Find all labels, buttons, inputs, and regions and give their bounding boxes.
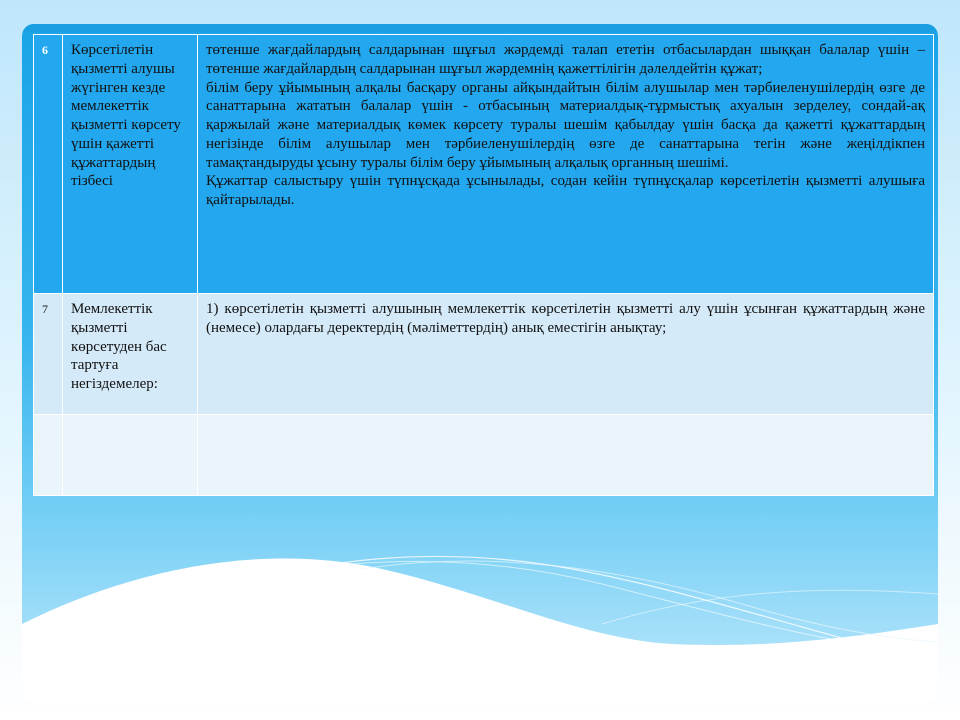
row-title: Мемлекеттік қызметті көрсетуден бас тартуға негіздемелер: bbox=[63, 294, 198, 415]
row-content bbox=[198, 35, 934, 294]
content-line: төтенше жағдайлардың салдарынан шұғыл жәрдемді талап ететін отбасылардан шыққан балалар үшін – төтенше жағдайлардың салдарынан шұғыл жәрдемнің қажеттілігін дәлелдейтін құжат; bbox=[206, 42, 925, 77]
row-number: 6 bbox=[34, 35, 63, 294]
content-line: білім беру ұйымының алқалы басқару органы айқындайтын білім алушылар мен тәрбиеленушілердің өзге де санаттарына жататын балалар үшін - отбасының материалдық-тұрмыстық ахуалын зерделеу, сондай-ақ қаржылай және материалдық көмек көрсету туралы шешім қабылдау үшін басқа да қажетті құжаттардың негізінде білім алушылар мен тәрбиеленушілердің өзге де санаттарына тегін және жеңілдікпен тамақтандыруды ұсыну туралы білім беру ұйымының алқалық органның шешімі. bbox=[206, 79, 925, 171]
row-number bbox=[34, 415, 63, 496]
row-content bbox=[198, 294, 934, 415]
row-number: 7 bbox=[34, 294, 63, 415]
content-line: 1) көрсетілетін қызметті алушының мемлекеттік көрсетілетін қызметті алу үшін ұсынған құжаттардың және (немесе) олардағы деректердің (мәліметтердің) анық еместігін анықтау; bbox=[206, 301, 925, 336]
content-line: Құжаттар салыстыру үшін түпнұсқада ұсынылады, содан кейін түпнұсқалар көрсетілетін қызметті алушыға қайтарылады. bbox=[206, 173, 925, 208]
row-title bbox=[63, 415, 198, 496]
row-content bbox=[198, 415, 934, 496]
row-title: Көрсетілетін қызметті алушы жүгінген кезде мемлекеттік қызметті көрсету үшін қажетті құжаттардың тізбесі bbox=[63, 35, 198, 294]
table-row bbox=[34, 35, 934, 294]
services-table bbox=[33, 34, 934, 496]
table-row bbox=[34, 415, 934, 496]
table-row bbox=[34, 294, 934, 415]
